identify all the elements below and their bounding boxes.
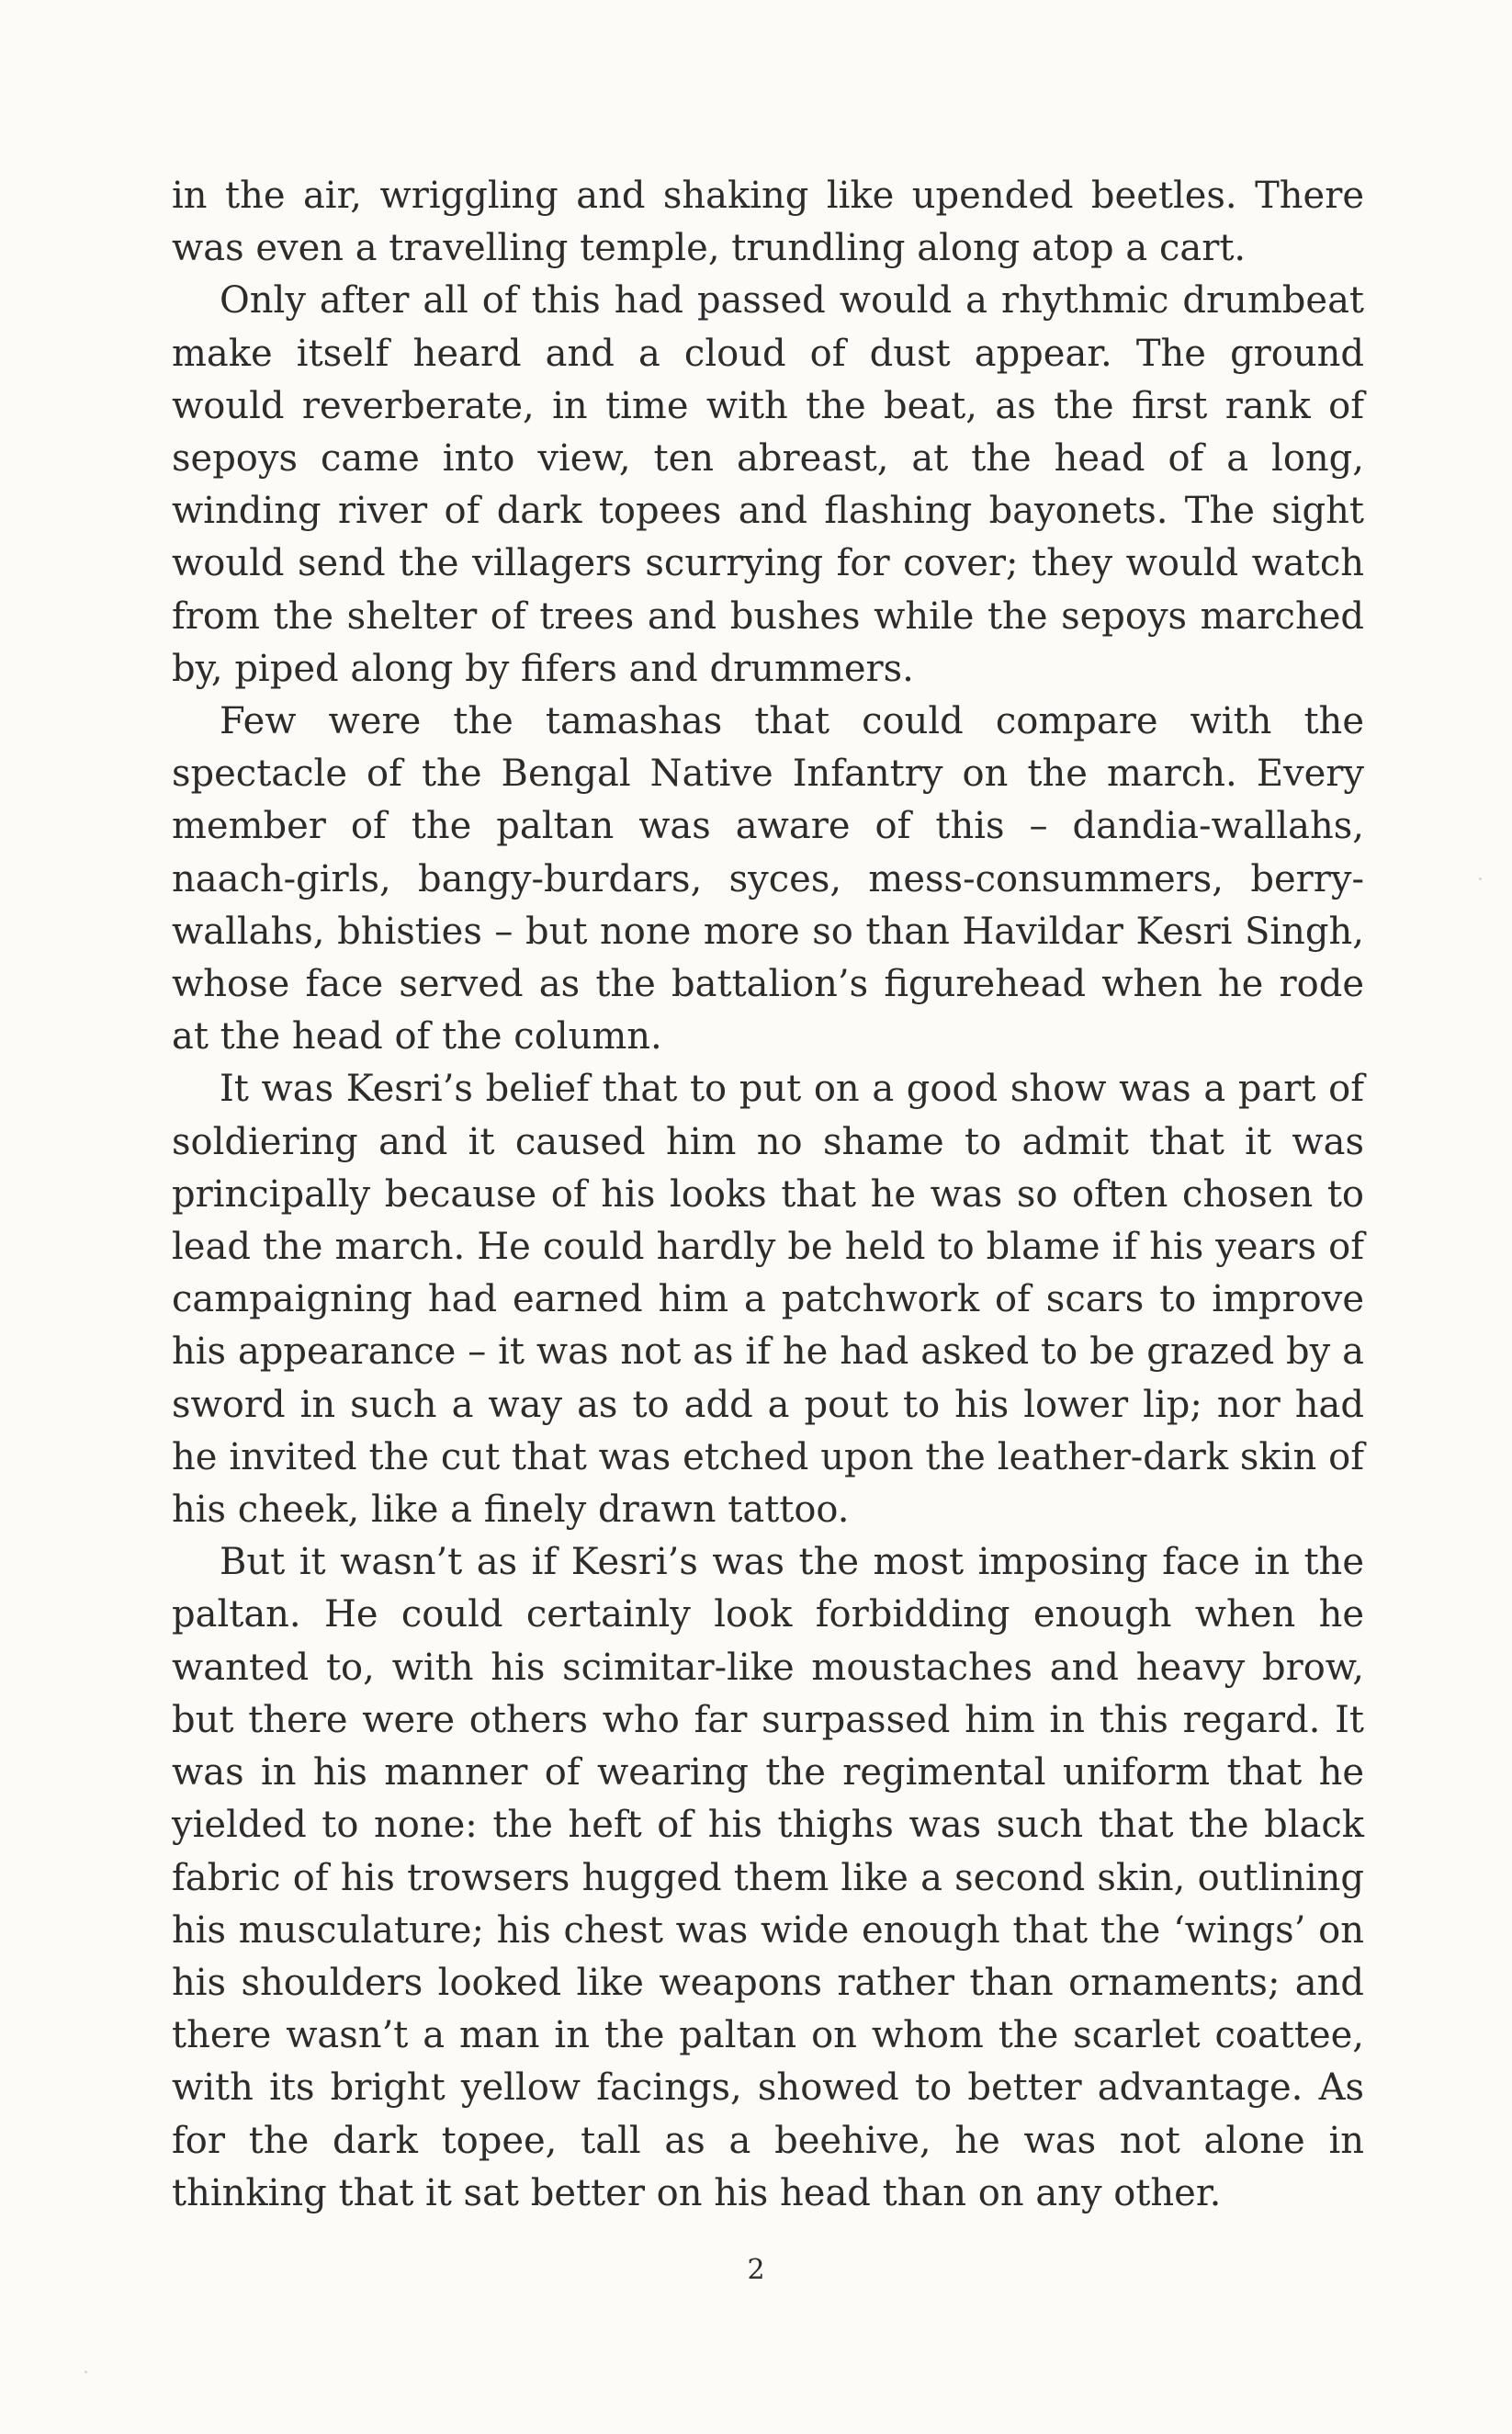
- paragraph-3: Few were the tamashas that could compare with the spectacle of the Bengal Native Infantry on the march. Every member of the paltan was aware of this – dandia-wallahs, naach-girls, bangy-burdars, syces, mess-consummers, berry-wallahs, bhisties – but none more so than Havildar Kesri Singh, whose face served as the battalion’s figurehead when he rode at the head of the column.: [172, 700, 1364, 1059]
- paper-speck: [1479, 877, 1482, 880]
- paragraph-4: It was Kesri’s belief that to put on a good show was a part of soldiering and it caused him no shame to admit that it was principally because of his looks that he was so often chosen to lead the march. He could hardly be held to blame if his years of campaigning had earned him a patchwork of scars to improve his appearance – it was not as if he had asked to be grazed by a sword in such a way as to add a pout to his lower lip; nor had he invited the cut that was etched upon the leather-dark skin of his cheek, like a finely drawn tattoo.: [172, 1068, 1364, 1532]
- paper-speck: [85, 2371, 87, 2373]
- body-text: [172, 170, 1364, 2220]
- paragraph-5: But it wasn’t as if Kesri’s was the most imposing face in the paltan. He could certainly look forbidding enough when he wanted to, with his scimitar-like moustaches and heavy brow, but there were others who far surpassed him in this regard. It was in his manner of wearing the regimental uniform that he yielded to none: the heft of his thighs was such that the black fabric of his trowsers hugged them like a second skin, outlining his musculature; his chest was wide enough that the ‘wings’ on his shoulders looked like weapons rather than ornaments; and there wasn’t a man in the paltan on whom the scarlet coattee, with its bright yellow facings, showed to better advantage. As for the dark topee, tall as a beehive, he was not alone in thinking that it sat better on his head than on any other.: [172, 1541, 1364, 2214]
- page-number: 2: [747, 2254, 765, 2286]
- paragraph-1: in the air, wriggling and shaking like upended beetles. There was even a travelling temple, trundling along atop a cart.: [172, 175, 1364, 270]
- paragraph-2: Only after all of this had passed would a rhythmic drumbeat make itself heard and a cloud of dust appear. The ground would reverberate, in time with the beat, as the first rank of sepoys came into view, ten abreast, at the head of a long, winding river of dark topees and flashing bayonets. The sight would send the villagers scurrying for cover; they would watch from the shelter of trees and bushes while the sepoys marched by, piped along by fifers and drummers.: [172, 279, 1364, 690]
